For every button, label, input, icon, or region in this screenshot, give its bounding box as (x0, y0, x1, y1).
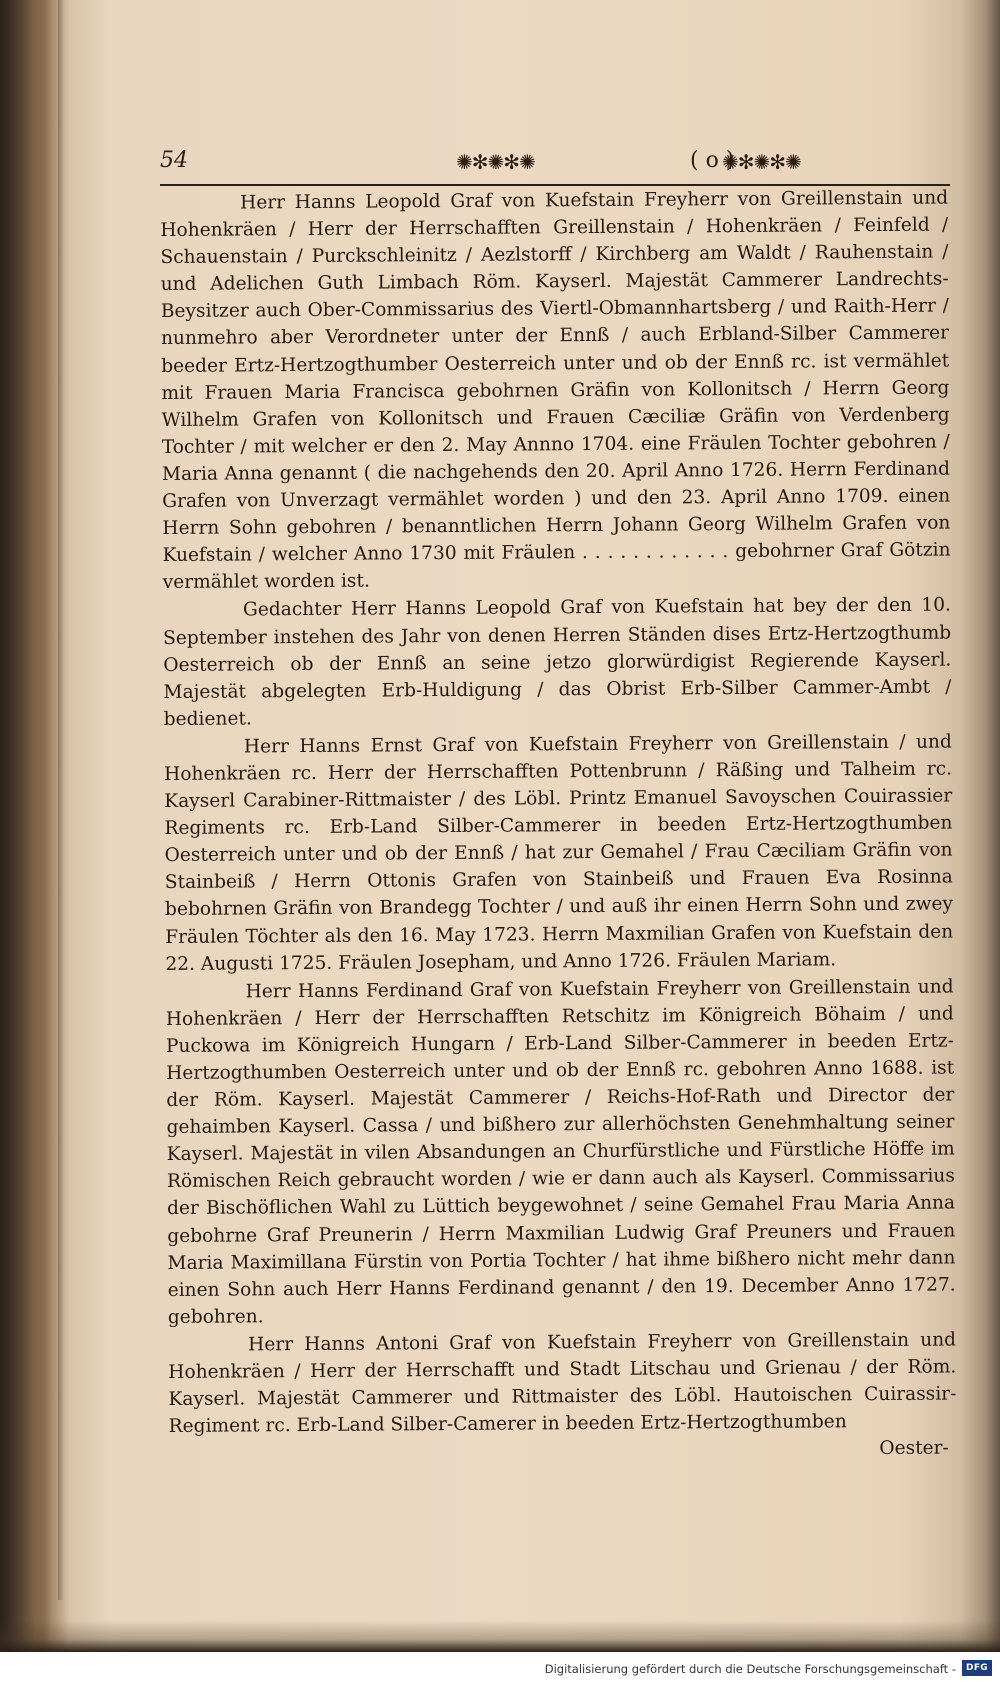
paragraph-hanns-ernst: Herr Hanns Ernst Graf von Kuefstain Freyherr von Greillenstain / und Hohenkräen rc. Herr der Herrschafften Pottenbrunn / Räßing und Talheim rc. Kayserl Carabiner-Rittmaister / des Löbl. Printz Emanuel Savoyschen Couirassier Regiments rc. Erb-Land Silber-Cammerer in beeden Ertz-Hertzogthumben Oesterreich unter und ob der Ennß / hat zur Gemahel / Frau Cæciliam Gräfin von Stainbeiß / Herrn Ottonis Grafen von Stainbeiß und Frauen Eva Rosinna bebohrnen Gräfin von Brandegg Tochter / und auß ihr einen Herrn Sohn und zwey Fräulen Töchter als den 16. May 1723. Herrn Maxmilian Grafen von Kuefstain den 22. Augusti 1725. Fräulen Josepham, und Anno 1726. Fräulen Mariam. (164, 731, 954, 975)
paragraph-hanns-ferdinand: Herr Hanns Ferdinand Graf von Kuefstain Freyherr von Greillenstain und Hohenkräen / Herr der Herrschafften Retschitz im Königreich Böhaim / und Puckowa im Königreich Hungarn / Erb-Land Silber-Cammerer in beeden Ertz-Hertzogthumben Oesterreich unter und ob der Ennß rc. gebohren Anno 1688. ist der Röm. Kayserl. Majestät Cammerer / Reichs-Hof-Rath und Director der gehaimben Kayserl. Cassa / und bißhero zur allerhöchsten Genehmhaltung seiner Kayserl. Majestät in vilen Absandungen an Churfürstliche und Fürstliche Höffe im Römischen Reich gebraucht worden / wie er dann auch als Kayserl. Commissarius der Bischöflichen Wahl zu Lüttich beygewohnet / seine Gemahel Frau Maria Anna gebohrne Graf Preunerin / Herrn Maxmilian Ludwig Graf Preuners und Frauen Maria Maximillana Fürstin von Portia Tochter / hat ihme bißhero nicht mehr dann einen Sohn auch Herr Hanns Ferdinand genannt / den 19. December Anno 1727. gebohren. (165, 976, 956, 1328)
footer-bar (0, 1652, 1000, 1686)
ornament-right: ✺✻✺✻✺ (722, 150, 801, 174)
paragraph-huldigung: Gedachter Herr Hanns Leopold Graf von Kuefstain hat bey der den 10. September instehen des Jahr von denen Herren Ständen dises Ertz-Hertzogthumb Oesterreich ob der Ennß an seine jetzo glorwürdigist Regierende Kayserl. Majestät abgelegten Erb-Huldigung / das Obrist Erb-Silber Cammer-Ambt / bedienet. (163, 594, 952, 730)
ornament-left: ✺✻✺✻✺ (456, 150, 535, 174)
paragraph-hanns-leopold: Herr Hanns Leopold Graf von Kuefstain Freyherr von Greillenstain und Hohenkräen / Herr der Herrschafften Greillenstain / Hohenkräen / Feinfeld / Schauenstain / Purckschleinitz / Aezlstorff / Kirchberg am Waldt / Rauhenstain / und Adelichen Guth Limbach Röm. Kayserl. Majestät Cammerer Landrechts-Beysitzer auch Ober-Commissarius des Viertl-Obmannhartsberg / und Raith-Herr / nunmehro aber Verordneter unter der Ennß / auch Erbland-Silber Cammerer beeder Ertz-Hertzogthumber Oesterreich unter und ob der Ennß rc. ist vermählet mit Frauen Maria Francisca gebohrnen Gräfin von Kollonitsch / Herrn Georg Wilhelm Grafen von Kollonitsch und Frauen Cæciliæ Gräfin von Verdenberg Tochter / mit welcher er den 2. May Annno 1704. eine Fräulen Tochter gebohren / Maria Anna genannt ( die nachgehends den 20. April Anno 1726. Herrn Ferdinand Grafen von Unverzagt vermählet worden ) und den 23. April Anno 1709. einen Herrn Sohn gebohren / benanntlichen Herrn Johann Georg Wilhelm Grafen von Kuefstain / welcher Anno 1730 mit Fräulen . . . . . . . . . . . . gebohrner Graf Götzin vermählet worden ist. (160, 187, 951, 594)
running-head (160, 148, 950, 188)
book-gutter (58, 0, 64, 1600)
catchword: Oester- (879, 1437, 949, 1460)
scan-shadow (0, 1620, 1000, 1652)
dfg-logo: DFG (962, 1660, 992, 1676)
body-text (160, 184, 958, 1629)
page-number: 54 (160, 148, 188, 173)
paragraph-hanns-antoni: Herr Hanns Antoni Graf von Kuefstain Freyherr von Greillenstain und Hohenkräen / Herr der Herrschafft und Stadt Litschau und Grienau / der Röm. Kayserl. Majestät Cammerer und Rittmaister des Löbl. Hautoischen Cuirassir-Regiment rc. Erb-Land Silber-Camerer in beeden Ertz-Hertzogthumben (168, 1329, 957, 1438)
running-head-mark: ( o ) (690, 148, 735, 173)
funding-credit: Digitalisierung gefördert durch die Deutsche Forschungsgemeinschaft - (544, 1662, 956, 1676)
